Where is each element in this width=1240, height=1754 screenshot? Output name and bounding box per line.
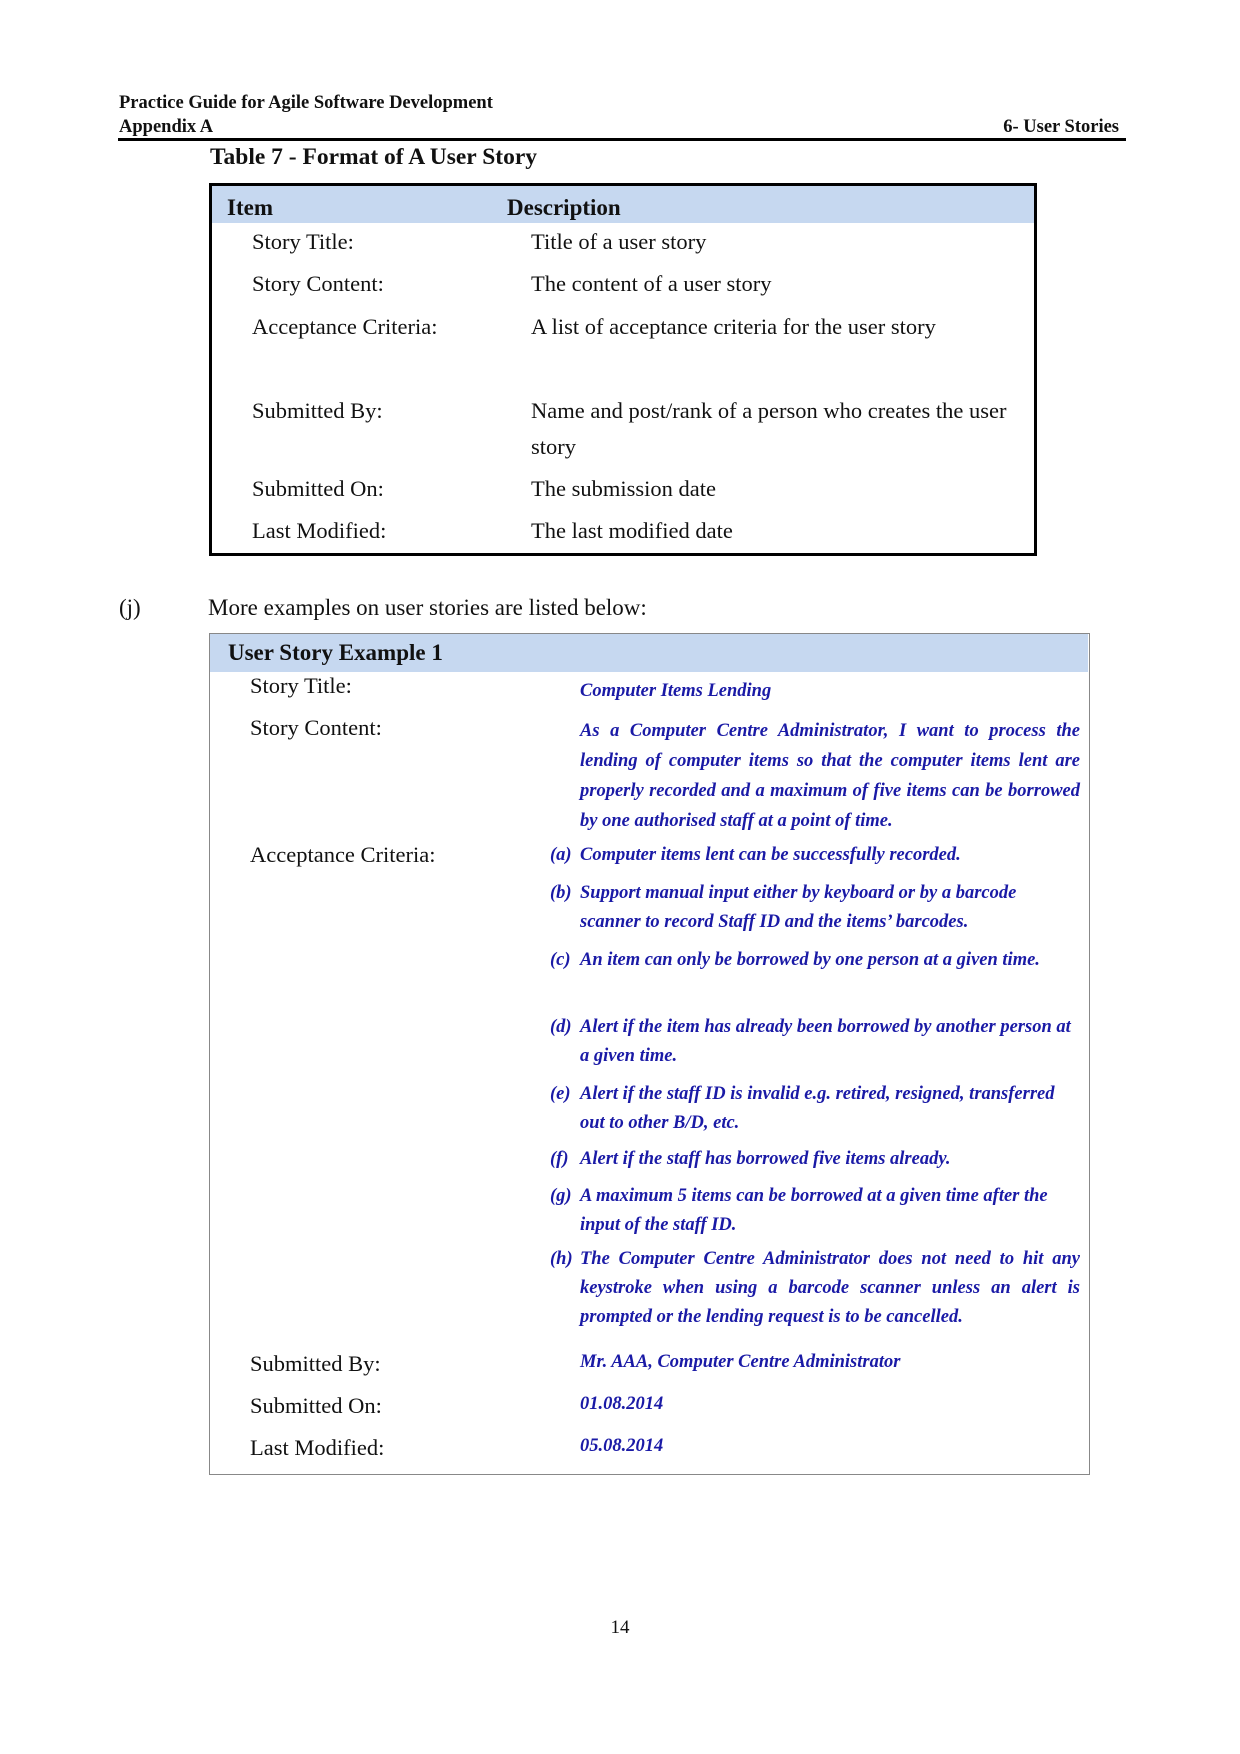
row-description: Title of a user story bbox=[531, 229, 707, 254]
criterion-tag: (g) bbox=[550, 1186, 572, 1206]
criterion-item bbox=[550, 1145, 1080, 1174]
user-story-example bbox=[209, 633, 1090, 1475]
criterion-tag: (b) bbox=[550, 883, 572, 903]
value-submitted-by: Mr. AAA, Computer Centre Administrator bbox=[580, 1352, 901, 1372]
criterion-tag: (h) bbox=[550, 1249, 573, 1269]
criterion-item bbox=[550, 1080, 1080, 1138]
header-guide-title: Practice Guide for Agile Software Development bbox=[119, 93, 493, 113]
running-header-left bbox=[119, 91, 493, 139]
criterion-tag: (a) bbox=[550, 845, 572, 865]
criterion-item bbox=[550, 879, 1080, 937]
example-heading: User Story Example 1 bbox=[228, 640, 443, 665]
paragraph-number: (j) bbox=[119, 595, 141, 620]
value-story-content: As a Computer Centre Administrator, I want to process the lending of computer items so that the computer items lent are properly recorded and a maximum of five items can be borrowed by one authorised staff at a point of time. bbox=[580, 721, 1080, 831]
criterion-item bbox=[550, 841, 1080, 870]
criterion-text: A maximum 5 items can be borrowed at a given time after the input of the staff ID. bbox=[580, 1186, 1048, 1235]
row-item: Story Title: bbox=[252, 229, 354, 254]
label-acceptance-criteria: Acceptance Criteria: bbox=[250, 842, 436, 867]
criterion-text: Alert if the staff has borrowed five items already. bbox=[580, 1149, 951, 1169]
header-section: 6- User Stories bbox=[1003, 117, 1119, 137]
criterion-text: An item can only be borrowed by one person at a given time. bbox=[580, 950, 1040, 970]
label-submitted-by: Submitted By: bbox=[250, 1351, 381, 1376]
label-submitted-on: Submitted On: bbox=[250, 1393, 382, 1418]
row-description: The submission date bbox=[531, 476, 716, 501]
criterion-tag: (c) bbox=[550, 950, 571, 970]
label-story-content: Story Content: bbox=[250, 715, 382, 740]
format-table bbox=[209, 183, 1037, 556]
header-appendix: Appendix A bbox=[119, 117, 214, 137]
row-item: Submitted On: bbox=[252, 476, 384, 501]
row-item: Story Content: bbox=[252, 271, 384, 296]
table-header-row bbox=[212, 186, 1034, 223]
value-last-modified: 05.08.2014 bbox=[580, 1436, 664, 1456]
criterion-item bbox=[550, 1182, 1080, 1240]
paragraph-text: More examples on user stories are listed below: bbox=[208, 595, 647, 620]
column-header-description: Description bbox=[507, 195, 621, 220]
row-item: Submitted By: bbox=[252, 398, 383, 423]
example-header-row bbox=[210, 634, 1088, 672]
criterion-text: Computer items lent can be successfully recorded. bbox=[580, 845, 961, 865]
criterion-item bbox=[550, 1245, 1080, 1332]
row-item: Last Modified: bbox=[252, 518, 387, 543]
row-description: The content of a user story bbox=[531, 271, 772, 296]
criterion-text: Alert if the staff ID is invalid e.g. retired, resigned, transferred out to other B/D, etc. bbox=[580, 1084, 1055, 1133]
value-story-title: Computer Items Lending bbox=[580, 681, 772, 701]
column-header-item: Item bbox=[227, 195, 273, 220]
criterion-text: The Computer Centre Administrator does not need to hit any keystroke when using a barcode scanner unless an alert is prompted or the lending request is to be cancelled. bbox=[580, 1249, 1080, 1327]
label-story-title: Story Title: bbox=[250, 673, 352, 698]
row-item: Acceptance Criteria: bbox=[252, 314, 438, 339]
criterion-item bbox=[550, 946, 1080, 975]
criterion-tag: (f) bbox=[550, 1149, 569, 1169]
criterion-tag: (d) bbox=[550, 1017, 572, 1037]
page-number: 14 bbox=[610, 1617, 630, 1638]
criterion-text: Support manual input either by keyboard or by a barcode scanner to record Staff ID and the items’ barcodes. bbox=[580, 883, 1017, 932]
row-description: Name and post/rank of a person who creates the user story bbox=[531, 398, 1007, 459]
criterion-item bbox=[550, 1013, 1080, 1071]
value-submitted-on: 01.08.2014 bbox=[580, 1394, 664, 1414]
criterion-text: Alert if the item has already been borrowed by another person at a given time. bbox=[580, 1017, 1071, 1066]
table-title: Table 7 - Format of A User Story bbox=[210, 144, 538, 170]
label-last-modified: Last Modified: bbox=[250, 1435, 385, 1460]
header-rule bbox=[118, 138, 1126, 141]
row-description: A list of acceptance criteria for the user story bbox=[531, 314, 936, 339]
row-description: The last modified date bbox=[531, 518, 733, 543]
criterion-tag: (e) bbox=[550, 1084, 571, 1104]
